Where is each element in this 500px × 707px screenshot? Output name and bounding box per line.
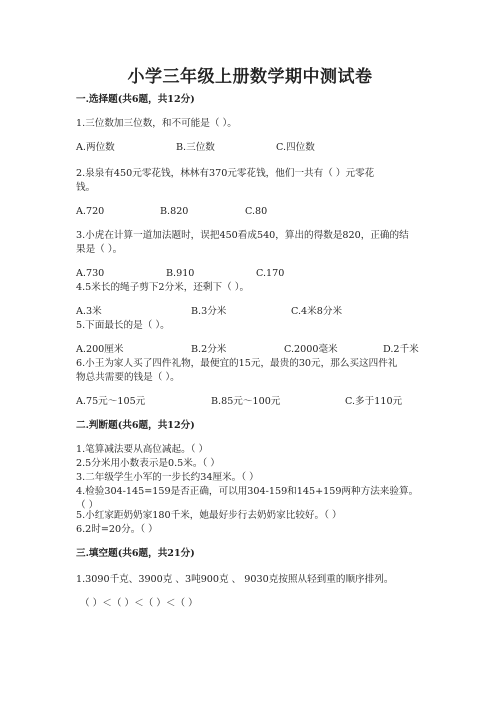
judgement-item-3: 3.二年级学生小军的一步长约34厘米。（ ） [76, 472, 259, 483]
question-2-option-b: B.820 [160, 206, 189, 217]
judgement-item-5: 5.小红家距奶奶家180千米，她最好步行去奶奶家比较好。（ ） [76, 510, 342, 521]
question-4-text: 4.5米长的绳子剪下2分米，还剩下（ ）。 [76, 282, 250, 293]
judgement-item-6: 6.2时=20分。（ ） [76, 524, 158, 535]
question-5-option-a: A.200厘米 [76, 344, 124, 355]
question-5-text: 5.下面最长的是（ ）。 [76, 320, 170, 331]
question-4-option-b: B.3分米 [191, 306, 227, 317]
judgement-item-2: 2.5分米用小数表示是0.5米。（ ） [76, 458, 220, 469]
judgement-item-1: 1.笔算减法要从高位减起。（ ） [76, 444, 209, 455]
question-6-text-line2: 物总共需要的钱是（ ）。 [76, 372, 180, 383]
question-3-option-a: A.730 [76, 268, 105, 279]
question-6-option-c: C.多于110元 [345, 396, 403, 407]
section-heading-judgement: 二.判断题(共6题，共12分) [76, 420, 195, 431]
question-6-option-a: A.75元～105元 [76, 396, 146, 407]
question-2-text-line2: 钱。 [76, 182, 96, 193]
fill-question-1-blanks: （ ）＜（ ）＜（ ）＜（ ） [80, 598, 198, 609]
section-heading-choice: 一.选择题(共6题，共12分) [76, 94, 195, 105]
question-4-option-a: A.3米 [76, 306, 102, 317]
question-5-option-c: C.2000毫米 [284, 344, 338, 355]
question-5-option-b: B.2分米 [191, 344, 227, 355]
question-4-option-c: C.4米8分米 [291, 306, 343, 317]
section-heading-fill: 三.填空题(共6题，共21分) [76, 548, 195, 559]
question-2-option-c: C.80 [245, 206, 268, 217]
page-title: 小学三年级上册数学期中测试卷 [127, 67, 373, 87]
question-3-option-b: B.910 [166, 268, 195, 279]
question-3-text-line1: 3.小虎在计算一道加法题时，误把450看成540，算出的得数是820，正确的结 [76, 230, 409, 241]
question-2-text-line1: 2.泉泉有450元零花钱，林林有370元零花钱，他们一共有（ ）元零花 [76, 168, 375, 179]
judgement-item-4: 4.检验304-145=159是否正确，可以用304-159和145+159两种方法来验算。 [76, 486, 419, 497]
question-1-option-b: B.三位数 [176, 142, 215, 153]
question-3-option-c: C.170 [256, 268, 285, 279]
question-2-option-a: A.720 [76, 206, 105, 217]
question-1-option-c: C.四位数 [276, 142, 315, 153]
question-6-option-b: B.85元～100元 [211, 396, 281, 407]
question-5-option-d: D.2千米 [383, 344, 419, 355]
question-3-text-line2: 果是（ ）。 [76, 244, 123, 255]
judgement-item-4-blank: （ ） [76, 500, 99, 511]
fill-question-1-text: 1.3090千克、3900克 、3吨900克 、 9030克按照从轻到重的顺序排列。 [76, 574, 394, 585]
question-6-text-line1: 6.小王为家人买了四件礼物，最便宜的15元，最贵的30元，那么买这四件礼 [76, 358, 398, 369]
question-1-text: 1.三位数加三位数，和不可能是（ ）。 [76, 118, 237, 129]
question-1-option-a: A.两位数 [76, 142, 115, 153]
